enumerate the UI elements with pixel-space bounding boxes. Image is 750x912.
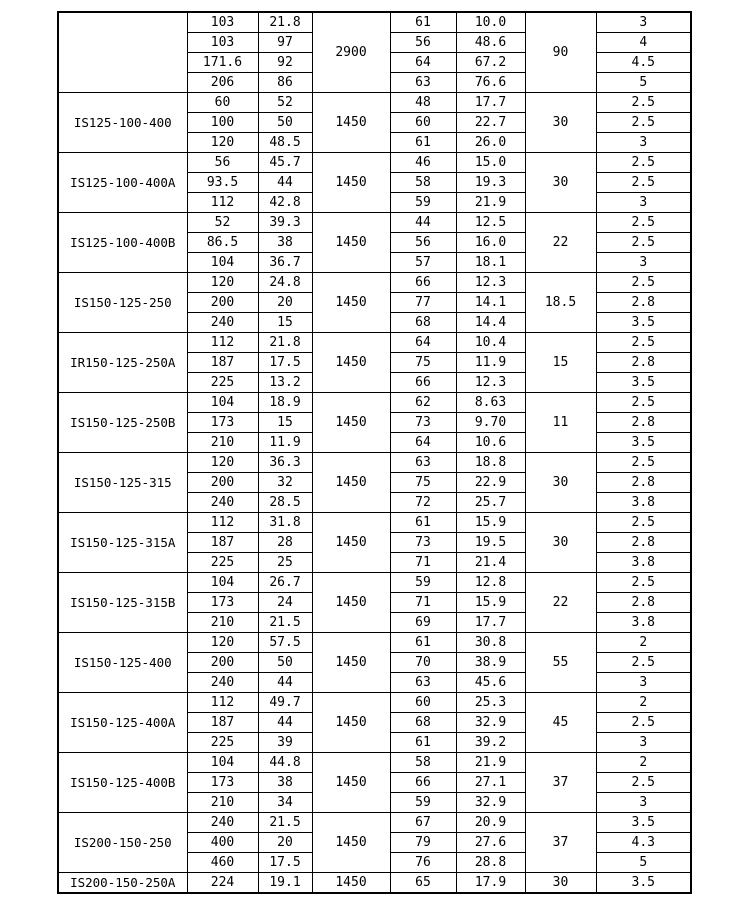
flow-cell: 171.6 bbox=[187, 53, 258, 73]
speed-cell: 1450 bbox=[312, 573, 390, 633]
efficiency-cell: 73 bbox=[390, 413, 456, 433]
shaft-power-cell: 17.9 bbox=[456, 873, 525, 894]
table-row bbox=[58, 333, 691, 353]
flow-cell: 225 bbox=[187, 373, 258, 393]
model-cell: IS125-100-400B bbox=[58, 213, 187, 273]
speed-cell: 1450 bbox=[312, 333, 390, 393]
npsh-cell: 2.5 bbox=[596, 173, 691, 193]
flow-cell: 173 bbox=[187, 413, 258, 433]
efficiency-cell: 68 bbox=[390, 313, 456, 333]
head-cell: 19.1 bbox=[258, 873, 312, 894]
shaft-power-cell: 48.6 bbox=[456, 33, 525, 53]
table-row bbox=[58, 153, 691, 173]
model-cell: IS150-125-315A bbox=[58, 513, 187, 573]
npsh-cell: 3.5 bbox=[596, 313, 691, 333]
speed-cell: 1450 bbox=[312, 873, 390, 894]
shaft-power-cell: 22.9 bbox=[456, 473, 525, 493]
shaft-power-cell: 26.0 bbox=[456, 133, 525, 153]
head-cell: 44 bbox=[258, 713, 312, 733]
shaft-power-cell: 18.1 bbox=[456, 253, 525, 273]
head-cell: 17.5 bbox=[258, 853, 312, 873]
motor-power-cell: 15 bbox=[525, 333, 596, 393]
efficiency-cell: 57 bbox=[390, 253, 456, 273]
shaft-power-cell: 19.3 bbox=[456, 173, 525, 193]
flow-cell: 240 bbox=[187, 813, 258, 833]
shaft-power-cell: 9.70 bbox=[456, 413, 525, 433]
efficiency-cell: 61 bbox=[390, 633, 456, 653]
npsh-cell: 3.8 bbox=[596, 553, 691, 573]
head-cell: 44 bbox=[258, 173, 312, 193]
npsh-cell: 2.5 bbox=[596, 453, 691, 473]
model-cell: IS150-125-315 bbox=[58, 453, 187, 513]
speed-cell: 1450 bbox=[312, 93, 390, 153]
head-cell: 42.8 bbox=[258, 193, 312, 213]
flow-cell: 104 bbox=[187, 753, 258, 773]
shaft-power-cell: 38.9 bbox=[456, 653, 525, 673]
flow-cell: 120 bbox=[187, 133, 258, 153]
speed-cell: 1450 bbox=[312, 393, 390, 453]
efficiency-cell: 73 bbox=[390, 533, 456, 553]
npsh-cell: 3.5 bbox=[596, 373, 691, 393]
flow-cell: 240 bbox=[187, 493, 258, 513]
npsh-cell: 2.5 bbox=[596, 653, 691, 673]
efficiency-cell: 60 bbox=[390, 113, 456, 133]
efficiency-cell: 61 bbox=[390, 513, 456, 533]
npsh-cell: 3 bbox=[596, 253, 691, 273]
flow-cell: 120 bbox=[187, 633, 258, 653]
model-cell: IS150-125-315B bbox=[58, 573, 187, 633]
table-row bbox=[58, 753, 691, 773]
model-cell: IS150-125-400A bbox=[58, 693, 187, 753]
motor-power-cell: 30 bbox=[525, 873, 596, 894]
efficiency-cell: 64 bbox=[390, 53, 456, 73]
shaft-power-cell: 21.9 bbox=[456, 753, 525, 773]
head-cell: 57.5 bbox=[258, 633, 312, 653]
npsh-cell: 2 bbox=[596, 753, 691, 773]
flow-cell: 103 bbox=[187, 33, 258, 53]
shaft-power-cell: 12.3 bbox=[456, 273, 525, 293]
flow-cell: 210 bbox=[187, 613, 258, 633]
table-row bbox=[58, 573, 691, 593]
efficiency-cell: 75 bbox=[390, 473, 456, 493]
head-cell: 28 bbox=[258, 533, 312, 553]
shaft-power-cell: 15.0 bbox=[456, 153, 525, 173]
shaft-power-cell: 12.5 bbox=[456, 213, 525, 233]
npsh-cell: 5 bbox=[596, 73, 691, 93]
speed-cell: 1450 bbox=[312, 693, 390, 753]
head-cell: 39.3 bbox=[258, 213, 312, 233]
flow-cell: 52 bbox=[187, 213, 258, 233]
model-cell: IS150-125-250 bbox=[58, 273, 187, 333]
npsh-cell: 2.8 bbox=[596, 533, 691, 553]
shaft-power-cell: 10.6 bbox=[456, 433, 525, 453]
pump-spec-table bbox=[57, 11, 692, 894]
shaft-power-cell: 10.4 bbox=[456, 333, 525, 353]
efficiency-cell: 71 bbox=[390, 553, 456, 573]
flow-cell: 210 bbox=[187, 793, 258, 813]
speed-cell: 1450 bbox=[312, 753, 390, 813]
shaft-power-cell: 28.8 bbox=[456, 853, 525, 873]
npsh-cell: 2.8 bbox=[596, 593, 691, 613]
npsh-cell: 2.8 bbox=[596, 353, 691, 373]
flow-cell: 460 bbox=[187, 853, 258, 873]
head-cell: 21.8 bbox=[258, 12, 312, 33]
flow-cell: 200 bbox=[187, 293, 258, 313]
head-cell: 15 bbox=[258, 313, 312, 333]
npsh-cell: 2.5 bbox=[596, 573, 691, 593]
efficiency-cell: 64 bbox=[390, 333, 456, 353]
efficiency-cell: 58 bbox=[390, 173, 456, 193]
head-cell: 36.3 bbox=[258, 453, 312, 473]
motor-power-cell: 45 bbox=[525, 693, 596, 753]
efficiency-cell: 62 bbox=[390, 393, 456, 413]
efficiency-cell: 79 bbox=[390, 833, 456, 853]
motor-power-cell: 90 bbox=[525, 12, 596, 93]
shaft-power-cell: 12.3 bbox=[456, 373, 525, 393]
head-cell: 48.5 bbox=[258, 133, 312, 153]
head-cell: 49.7 bbox=[258, 693, 312, 713]
table-row bbox=[58, 873, 691, 894]
table-row bbox=[58, 93, 691, 113]
flow-cell: 112 bbox=[187, 333, 258, 353]
table-body bbox=[58, 12, 691, 893]
npsh-cell: 3 bbox=[596, 133, 691, 153]
flow-cell: 104 bbox=[187, 393, 258, 413]
motor-power-cell: 37 bbox=[525, 813, 596, 873]
npsh-cell: 4.5 bbox=[596, 53, 691, 73]
shaft-power-cell: 12.8 bbox=[456, 573, 525, 593]
npsh-cell: 2.8 bbox=[596, 473, 691, 493]
efficiency-cell: 63 bbox=[390, 453, 456, 473]
flow-cell: 200 bbox=[187, 473, 258, 493]
head-cell: 39 bbox=[258, 733, 312, 753]
flow-cell: 225 bbox=[187, 733, 258, 753]
efficiency-cell: 70 bbox=[390, 653, 456, 673]
npsh-cell: 3.8 bbox=[596, 493, 691, 513]
shaft-power-cell: 21.9 bbox=[456, 193, 525, 213]
table-row bbox=[58, 633, 691, 653]
npsh-cell: 3 bbox=[596, 733, 691, 753]
table-row bbox=[58, 12, 691, 33]
flow-cell: 60 bbox=[187, 93, 258, 113]
motor-power-cell: 30 bbox=[525, 453, 596, 513]
table-row bbox=[58, 453, 691, 473]
flow-cell: 187 bbox=[187, 353, 258, 373]
efficiency-cell: 65 bbox=[390, 873, 456, 894]
flow-cell: 86.5 bbox=[187, 233, 258, 253]
shaft-power-cell: 18.8 bbox=[456, 453, 525, 473]
flow-cell: 225 bbox=[187, 553, 258, 573]
head-cell: 15 bbox=[258, 413, 312, 433]
efficiency-cell: 61 bbox=[390, 133, 456, 153]
shaft-power-cell: 45.6 bbox=[456, 673, 525, 693]
shaft-power-cell: 20.9 bbox=[456, 813, 525, 833]
head-cell: 50 bbox=[258, 113, 312, 133]
npsh-cell: 2.5 bbox=[596, 773, 691, 793]
head-cell: 44 bbox=[258, 673, 312, 693]
table-row bbox=[58, 813, 691, 833]
efficiency-cell: 66 bbox=[390, 273, 456, 293]
shaft-power-cell: 27.1 bbox=[456, 773, 525, 793]
efficiency-cell: 48 bbox=[390, 93, 456, 113]
motor-power-cell: 30 bbox=[525, 153, 596, 213]
speed-cell: 1450 bbox=[312, 633, 390, 693]
efficiency-cell: 56 bbox=[390, 33, 456, 53]
shaft-power-cell: 25.7 bbox=[456, 493, 525, 513]
shaft-power-cell: 15.9 bbox=[456, 593, 525, 613]
flow-cell: 104 bbox=[187, 573, 258, 593]
npsh-cell: 3.8 bbox=[596, 613, 691, 633]
head-cell: 21.5 bbox=[258, 813, 312, 833]
shaft-power-cell: 27.6 bbox=[456, 833, 525, 853]
head-cell: 21.5 bbox=[258, 613, 312, 633]
flow-cell: 187 bbox=[187, 713, 258, 733]
npsh-cell: 2.5 bbox=[596, 513, 691, 533]
shaft-power-cell: 39.2 bbox=[456, 733, 525, 753]
npsh-cell: 3.5 bbox=[596, 873, 691, 894]
speed-cell: 1450 bbox=[312, 153, 390, 213]
motor-power-cell: 37 bbox=[525, 753, 596, 813]
efficiency-cell: 59 bbox=[390, 193, 456, 213]
shaft-power-cell: 17.7 bbox=[456, 613, 525, 633]
table-row bbox=[58, 513, 691, 533]
efficiency-cell: 76 bbox=[390, 853, 456, 873]
efficiency-cell: 66 bbox=[390, 773, 456, 793]
shaft-power-cell: 32.9 bbox=[456, 713, 525, 733]
npsh-cell: 4.3 bbox=[596, 833, 691, 853]
efficiency-cell: 63 bbox=[390, 73, 456, 93]
flow-cell: 112 bbox=[187, 513, 258, 533]
efficiency-cell: 66 bbox=[390, 373, 456, 393]
flow-cell: 112 bbox=[187, 693, 258, 713]
head-cell: 25 bbox=[258, 553, 312, 573]
motor-power-cell: 18.5 bbox=[525, 273, 596, 333]
speed-cell: 2900 bbox=[312, 12, 390, 93]
npsh-cell: 2 bbox=[596, 633, 691, 653]
npsh-cell: 3.5 bbox=[596, 813, 691, 833]
head-cell: 17.5 bbox=[258, 353, 312, 373]
shaft-power-cell: 67.2 bbox=[456, 53, 525, 73]
npsh-cell: 2.5 bbox=[596, 213, 691, 233]
head-cell: 34 bbox=[258, 793, 312, 813]
model-cell: IS125-100-400A bbox=[58, 153, 187, 213]
model-cell: IS200-150-250 bbox=[58, 813, 187, 873]
model-cell: IS150-125-250B bbox=[58, 393, 187, 453]
head-cell: 38 bbox=[258, 773, 312, 793]
npsh-cell: 2.5 bbox=[596, 713, 691, 733]
head-cell: 44.8 bbox=[258, 753, 312, 773]
shaft-power-cell: 22.7 bbox=[456, 113, 525, 133]
head-cell: 26.7 bbox=[258, 573, 312, 593]
shaft-power-cell: 30.8 bbox=[456, 633, 525, 653]
npsh-cell: 2.8 bbox=[596, 293, 691, 313]
npsh-cell: 2.5 bbox=[596, 273, 691, 293]
table-row bbox=[58, 393, 691, 413]
model-cell: IR150-125-250A bbox=[58, 333, 187, 393]
shaft-power-cell: 14.1 bbox=[456, 293, 525, 313]
head-cell: 11.9 bbox=[258, 433, 312, 453]
efficiency-cell: 77 bbox=[390, 293, 456, 313]
head-cell: 13.2 bbox=[258, 373, 312, 393]
efficiency-cell: 63 bbox=[390, 673, 456, 693]
model-cell: IS150-125-400B bbox=[58, 753, 187, 813]
head-cell: 45.7 bbox=[258, 153, 312, 173]
flow-cell: 120 bbox=[187, 453, 258, 473]
model-cell: IS125-100-400 bbox=[58, 93, 187, 153]
head-cell: 36.7 bbox=[258, 253, 312, 273]
model-cell: IS150-125-400 bbox=[58, 633, 187, 693]
npsh-cell: 2.5 bbox=[596, 113, 691, 133]
table-row bbox=[58, 693, 691, 713]
motor-power-cell: 11 bbox=[525, 393, 596, 453]
shaft-power-cell: 16.0 bbox=[456, 233, 525, 253]
efficiency-cell: 61 bbox=[390, 12, 456, 33]
npsh-cell: 2 bbox=[596, 693, 691, 713]
speed-cell: 1450 bbox=[312, 453, 390, 513]
npsh-cell: 2.5 bbox=[596, 333, 691, 353]
shaft-power-cell: 32.9 bbox=[456, 793, 525, 813]
efficiency-cell: 59 bbox=[390, 573, 456, 593]
npsh-cell: 4 bbox=[596, 33, 691, 53]
shaft-power-cell: 76.6 bbox=[456, 73, 525, 93]
npsh-cell: 2.5 bbox=[596, 93, 691, 113]
shaft-power-cell: 11.9 bbox=[456, 353, 525, 373]
efficiency-cell: 44 bbox=[390, 213, 456, 233]
head-cell: 24 bbox=[258, 593, 312, 613]
head-cell: 92 bbox=[258, 53, 312, 73]
efficiency-cell: 46 bbox=[390, 153, 456, 173]
head-cell: 28.5 bbox=[258, 493, 312, 513]
head-cell: 21.8 bbox=[258, 333, 312, 353]
shaft-power-cell: 25.3 bbox=[456, 693, 525, 713]
model-cell: IS200-150-250A bbox=[58, 873, 187, 894]
efficiency-cell: 71 bbox=[390, 593, 456, 613]
efficiency-cell: 67 bbox=[390, 813, 456, 833]
flow-cell: 120 bbox=[187, 273, 258, 293]
npsh-cell: 3.5 bbox=[596, 433, 691, 453]
flow-cell: 240 bbox=[187, 313, 258, 333]
npsh-cell: 3 bbox=[596, 193, 691, 213]
efficiency-cell: 60 bbox=[390, 693, 456, 713]
flow-cell: 240 bbox=[187, 673, 258, 693]
head-cell: 32 bbox=[258, 473, 312, 493]
shaft-power-cell: 14.4 bbox=[456, 313, 525, 333]
speed-cell: 1450 bbox=[312, 213, 390, 273]
flow-cell: 112 bbox=[187, 193, 258, 213]
head-cell: 18.9 bbox=[258, 393, 312, 413]
motor-power-cell: 30 bbox=[525, 513, 596, 573]
head-cell: 97 bbox=[258, 33, 312, 53]
head-cell: 20 bbox=[258, 833, 312, 853]
flow-cell: 224 bbox=[187, 873, 258, 894]
efficiency-cell: 59 bbox=[390, 793, 456, 813]
flow-cell: 210 bbox=[187, 433, 258, 453]
head-cell: 31.8 bbox=[258, 513, 312, 533]
flow-cell: 56 bbox=[187, 153, 258, 173]
speed-cell: 1450 bbox=[312, 273, 390, 333]
flow-cell: 173 bbox=[187, 773, 258, 793]
head-cell: 20 bbox=[258, 293, 312, 313]
npsh-cell: 2.5 bbox=[596, 393, 691, 413]
table-row bbox=[58, 273, 691, 293]
flow-cell: 200 bbox=[187, 653, 258, 673]
head-cell: 24.8 bbox=[258, 273, 312, 293]
npsh-cell: 2.5 bbox=[596, 153, 691, 173]
shaft-power-cell: 8.63 bbox=[456, 393, 525, 413]
efficiency-cell: 75 bbox=[390, 353, 456, 373]
efficiency-cell: 72 bbox=[390, 493, 456, 513]
efficiency-cell: 68 bbox=[390, 713, 456, 733]
flow-cell: 93.5 bbox=[187, 173, 258, 193]
efficiency-cell: 69 bbox=[390, 613, 456, 633]
flow-cell: 206 bbox=[187, 73, 258, 93]
flow-cell: 173 bbox=[187, 593, 258, 613]
efficiency-cell: 56 bbox=[390, 233, 456, 253]
model-cell bbox=[58, 12, 187, 93]
shaft-power-cell: 21.4 bbox=[456, 553, 525, 573]
motor-power-cell: 30 bbox=[525, 93, 596, 153]
npsh-cell: 2.8 bbox=[596, 413, 691, 433]
speed-cell: 1450 bbox=[312, 813, 390, 873]
head-cell: 52 bbox=[258, 93, 312, 113]
efficiency-cell: 61 bbox=[390, 733, 456, 753]
npsh-cell: 3 bbox=[596, 673, 691, 693]
shaft-power-cell: 15.9 bbox=[456, 513, 525, 533]
speed-cell: 1450 bbox=[312, 513, 390, 573]
flow-cell: 104 bbox=[187, 253, 258, 273]
npsh-cell: 5 bbox=[596, 853, 691, 873]
head-cell: 50 bbox=[258, 653, 312, 673]
flow-cell: 100 bbox=[187, 113, 258, 133]
flow-cell: 400 bbox=[187, 833, 258, 853]
shaft-power-cell: 10.0 bbox=[456, 12, 525, 33]
flow-cell: 187 bbox=[187, 533, 258, 553]
flow-cell: 103 bbox=[187, 12, 258, 33]
shaft-power-cell: 19.5 bbox=[456, 533, 525, 553]
motor-power-cell: 22 bbox=[525, 213, 596, 273]
head-cell: 86 bbox=[258, 73, 312, 93]
efficiency-cell: 58 bbox=[390, 753, 456, 773]
shaft-power-cell: 17.7 bbox=[456, 93, 525, 113]
head-cell: 38 bbox=[258, 233, 312, 253]
table-row bbox=[58, 213, 691, 233]
npsh-cell: 3 bbox=[596, 12, 691, 33]
efficiency-cell: 64 bbox=[390, 433, 456, 453]
npsh-cell: 2.5 bbox=[596, 233, 691, 253]
motor-power-cell: 55 bbox=[525, 633, 596, 693]
npsh-cell: 3 bbox=[596, 793, 691, 813]
motor-power-cell: 22 bbox=[525, 573, 596, 633]
